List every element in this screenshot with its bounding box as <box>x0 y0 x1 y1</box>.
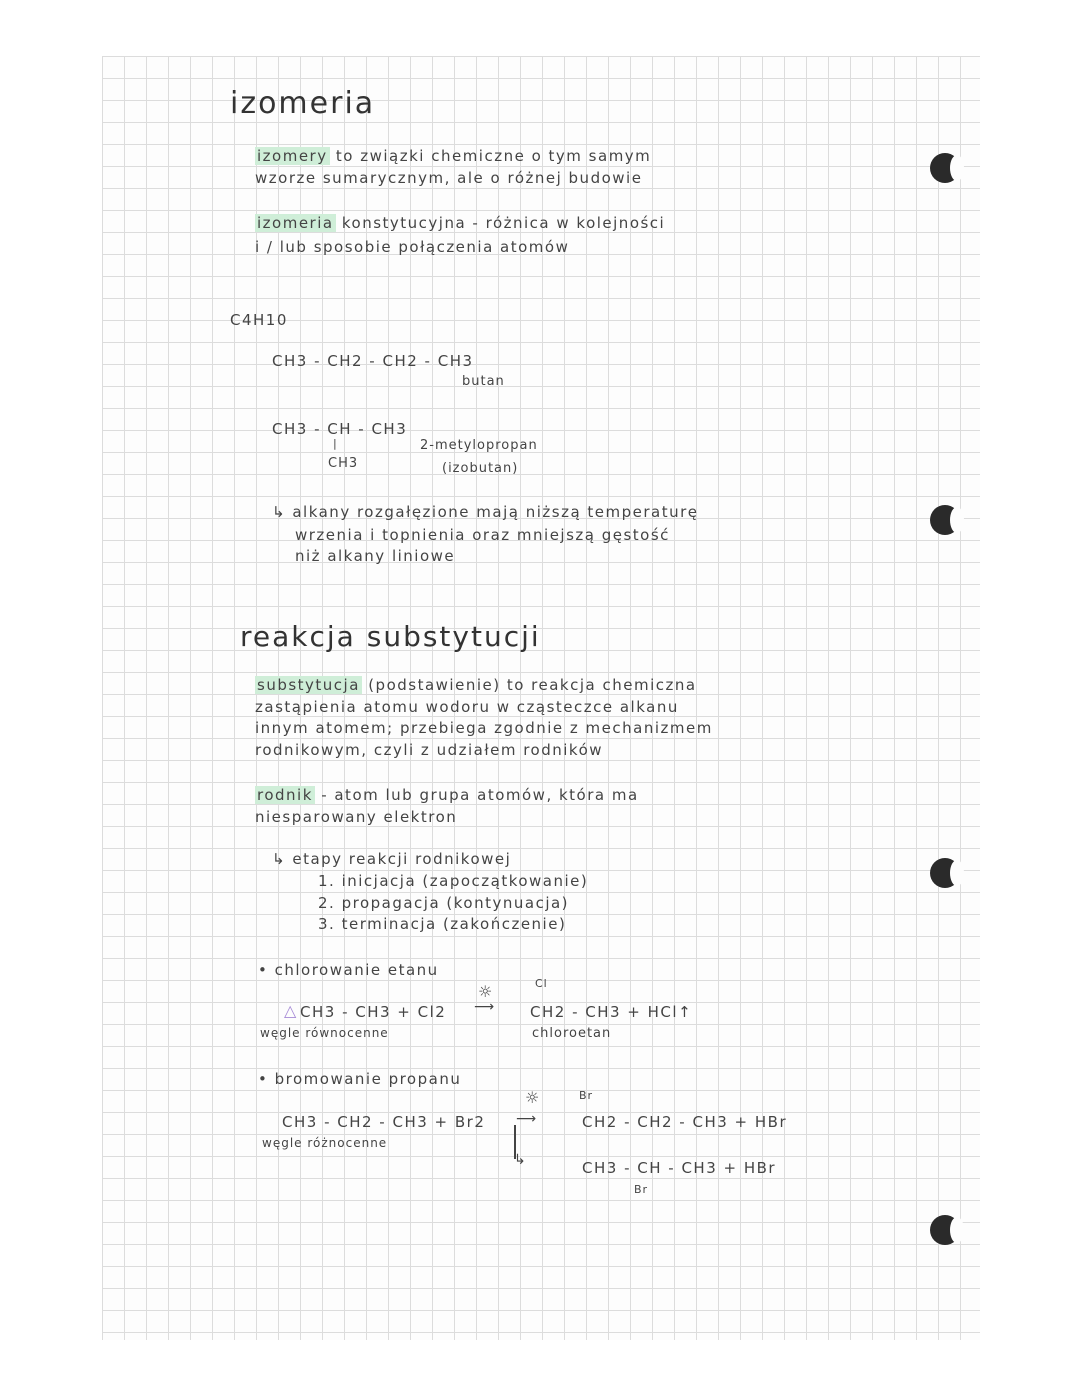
definition-line: zastąpienia atomu wodoru w cząsteczce alkanu <box>255 698 679 716</box>
bromine-substituent: Br <box>634 1183 649 1196</box>
punch-hole <box>930 1215 960 1245</box>
butane-name: butan <box>462 374 505 389</box>
bromination-reactants: CH3 - CH2 - CH3 + Br2 <box>282 1113 486 1131</box>
definition-line: rodnikowym, czyli z udziałem rodników <box>255 741 604 759</box>
chlorination-reactants: CH3 - CH3 + Cl2 <box>300 1003 447 1021</box>
chloroethane-name: chloroetan <box>532 1026 612 1041</box>
bond-mark: | <box>333 437 339 450</box>
chlorination-note: węgle równocenne <box>260 1026 389 1040</box>
note-line: niż alkany liniowe <box>295 547 456 565</box>
highlight-term: izomery <box>257 147 328 165</box>
bromine-substituent: Br <box>579 1089 594 1102</box>
molecular-formula: C4H10 <box>230 311 288 329</box>
arrow-icon: ⟶ <box>516 1111 538 1127</box>
highlight-term: izomeria <box>257 214 334 232</box>
note-line: wrzenia i topnienia oraz mniejszą gęstość <box>295 526 670 544</box>
highlight-term: rodnik <box>257 786 313 804</box>
chlorine-substituent: Cl <box>535 977 548 990</box>
isobutane-branch: CH3 <box>328 456 359 471</box>
definition-text: (podstawienie) to reakcja chemiczna <box>368 676 697 694</box>
bromination-note: węgle różnocenne <box>262 1136 388 1150</box>
bromination-title: • bromowanie propanu <box>258 1070 462 1088</box>
definition-text: to związki chemiczne o tym samym <box>335 147 652 165</box>
definition-text: konstytucyjna - różnica w kolejności <box>341 214 666 232</box>
definition-izomeria <box>255 214 665 232</box>
chlorination-title: • chlorowanie etanu <box>258 961 439 979</box>
light-icon: ☼ <box>525 1088 541 1107</box>
definition-line: i / lub sposobie połączenia atomów <box>255 238 570 256</box>
heading-izomeria: izomeria <box>230 86 376 121</box>
note-line: ↳ alkany rozgałęzione mają niższą temperaturę <box>272 503 699 521</box>
isobutane-alt-name: (izobutan) <box>442 461 519 476</box>
highlight-term: substytucja <box>257 676 360 694</box>
bromination-product-2: CH3 - CH - CH3 + HBr <box>582 1159 777 1177</box>
definition-line: innym atomem; przebiega zgodnie z mechanizmem <box>255 719 713 737</box>
definition-izomery <box>255 147 651 165</box>
stage-item: 1. inicjacja (zapoczątkowanie) <box>318 872 589 890</box>
isobutane-structure: CH3 - CH - CH3 <box>272 420 408 438</box>
definition-text: - atom lub grupa atomów, która ma <box>321 786 639 804</box>
heading-substytucja: reakcja substytucji <box>240 620 541 653</box>
bromination-product-1: CH2 - CH2 - CH3 + HBr <box>582 1113 788 1131</box>
isobutane-name: 2-metylopropan <box>420 438 538 453</box>
punch-hole <box>930 153 960 183</box>
triangle-mark: △ <box>284 1001 298 1020</box>
punch-hole <box>930 505 960 535</box>
radical-definition <box>255 786 639 804</box>
chlorination-products: CH2 - CH3 + HCl↑ <box>530 1003 693 1021</box>
definition-line: niesparowany elektron <box>255 808 458 826</box>
light-icon: ☼ <box>478 982 494 1001</box>
butane-structure: CH3 - CH2 - CH2 - CH3 <box>272 352 474 370</box>
arrow-icon: ↳ <box>514 1152 528 1168</box>
substitution-definition <box>255 676 697 694</box>
punch-hole <box>930 858 960 888</box>
stage-item: 2. propagacja (kontynuacja) <box>318 894 570 912</box>
stages-title: ↳ etapy reakcji rodnikowej <box>272 850 512 868</box>
definition-line: wzorze sumarycznym, ale o różnej budowie <box>255 169 643 187</box>
arrow-icon: ⟶ <box>474 999 496 1015</box>
stage-item: 3. terminacja (zakończenie) <box>318 915 567 933</box>
